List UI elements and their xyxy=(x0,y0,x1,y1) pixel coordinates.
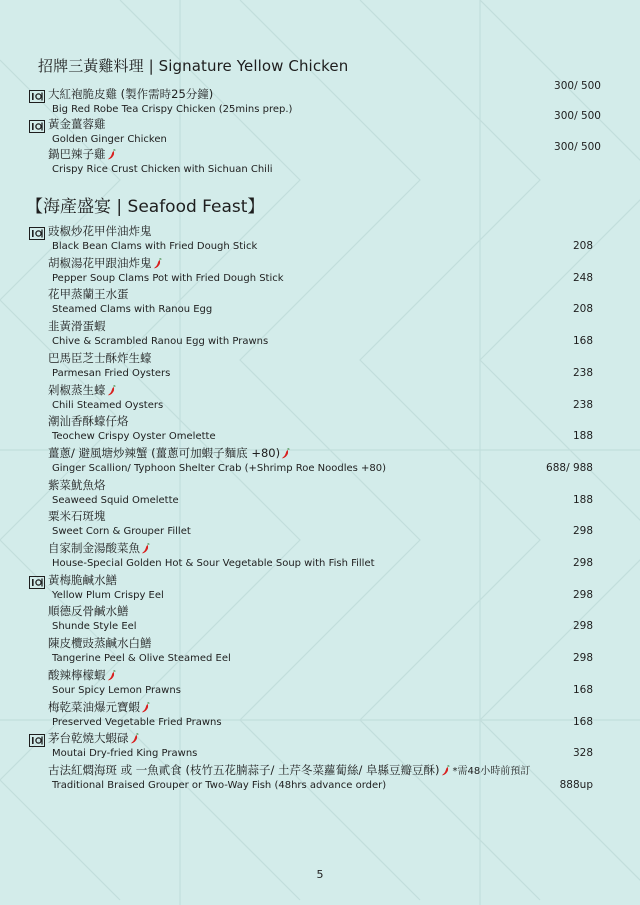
chili-icon xyxy=(141,702,150,713)
chili-icon xyxy=(107,670,116,681)
signature-section-title: 招牌三黃雞料理 | Signature Yellow Chicken xyxy=(38,57,349,75)
dish-name-zh-text: 花甲蒸蘭王水蛋 xyxy=(48,287,129,302)
dish-price: 188 xyxy=(572,430,593,443)
dish-price: 688/ 988 xyxy=(546,461,593,474)
dish-name-zh-text: 順德反骨鹹水鱔 xyxy=(48,604,129,619)
dish-price: 208 xyxy=(572,303,593,316)
dish-price: 168 xyxy=(572,335,593,348)
dish-price: 238 xyxy=(572,398,593,411)
menu-item xyxy=(0,287,640,319)
dish-name-en: Chili Steamed Oysters xyxy=(52,399,164,411)
dish-name-en: Traditional Braised Grouper or Two-Way Fish (48hrs advance order) xyxy=(52,779,387,791)
menu-item xyxy=(0,604,640,636)
dish-name-zh-text: 古法紅燜海斑 或 一魚貳食 (枝竹五花腩蒜子/ 土芹冬菜蘿蔔絲/ 阜縣豆瓣豆酥) xyxy=(48,762,440,777)
dish-name-en: Seaweed Squid Omelette xyxy=(52,494,179,506)
menu-item xyxy=(0,573,640,605)
chili-icon xyxy=(153,258,162,269)
dish-price: 300/ 500 xyxy=(554,141,601,153)
menu-item xyxy=(0,700,640,732)
dish-name-zh xyxy=(48,256,162,271)
dish-name-zh xyxy=(48,351,152,366)
chili-icon xyxy=(281,448,290,459)
dish-name-zh-text: 潮汕香酥蠔仔烙 xyxy=(48,414,129,429)
dish-price: 298 xyxy=(572,588,593,601)
dish-price: 208 xyxy=(572,240,593,252)
menu-item xyxy=(0,668,640,700)
menu-item xyxy=(0,319,640,351)
menu-item xyxy=(0,224,640,256)
dish-price: 298 xyxy=(572,620,593,633)
menu-item xyxy=(0,763,640,795)
chili-icon xyxy=(107,385,116,396)
dish-name-en: Steamed Clams with Ranou Egg xyxy=(52,304,213,316)
dish-price: 300/ 500 xyxy=(554,80,601,92)
dish-name-zh-text: 豉椒炒花甲伴油炸鬼 xyxy=(48,224,152,238)
dish-name-zh xyxy=(48,287,129,302)
dish-price: 238 xyxy=(572,366,593,379)
dish-name-zh xyxy=(48,414,129,429)
dish-name-zh xyxy=(48,731,139,746)
dish-name-en: Crispy Rice Crust Chicken with Sichuan Chili xyxy=(52,164,273,175)
menu-item xyxy=(0,351,640,383)
dish-name-en: Sour Spicy Lemon Prawns xyxy=(52,684,181,696)
menu-item xyxy=(0,147,640,179)
dish-name-zh: 大紅袍脆皮雞 (製作需時25分鐘) xyxy=(48,87,214,101)
dish-price: 188 xyxy=(572,493,593,506)
menu-item xyxy=(0,731,640,763)
dish-name-zh-text: 巴馬臣芝士酥炸生蠔 xyxy=(48,350,152,365)
dish-name-zh xyxy=(48,604,129,619)
dish-name-zh xyxy=(48,383,116,398)
dish-price: 168 xyxy=(572,683,593,696)
dish-name-en: Moutai Dry-fried King Prawns xyxy=(52,748,198,760)
dish-price: 298 xyxy=(572,557,593,569)
dish-name-en: Preserved Vegetable Fried Prawns xyxy=(52,716,222,728)
menu-item xyxy=(0,446,640,478)
dish-name-zh-text: 胡椒湯花甲跟油炸鬼 xyxy=(48,255,152,270)
dish-price: 298 xyxy=(572,652,593,665)
signature-tag-icon xyxy=(29,88,45,101)
menu-item xyxy=(0,541,640,573)
dish-name-en: Ginger Scallion/ Typhoon Shelter Crab (+Shrimp Roe Noodles +80) xyxy=(52,462,387,474)
dish-price: 328 xyxy=(572,747,593,760)
menu-item xyxy=(0,414,640,446)
dish-name-en: House-Special Golden Hot & Sour Vegetable Soup with Fish Fillet xyxy=(52,558,375,569)
dish-name-zh xyxy=(48,700,150,715)
dish-name-zh xyxy=(48,668,116,683)
dish-name-zh-text: 黃梅脆鹹水鱔 xyxy=(48,572,117,587)
dish-name-zh-text: 自家制金湯酸菜魚 xyxy=(48,541,140,555)
dish-name-en: Parmesan Fried Oysters xyxy=(52,367,171,379)
dish-name-zh xyxy=(48,541,150,556)
signature-tag-icon xyxy=(29,732,45,745)
menu-item xyxy=(0,256,640,288)
menu-item xyxy=(0,478,640,510)
dish-name-zh xyxy=(48,509,106,524)
chili-icon xyxy=(107,149,116,160)
dish-name-zh xyxy=(48,573,117,588)
chili-icon xyxy=(130,733,139,744)
dish-name-zh xyxy=(48,319,106,334)
dish-name-zh-text: 韭黃滑蛋蝦 xyxy=(48,319,106,334)
dish-name-zh xyxy=(48,763,530,779)
chili-icon xyxy=(441,765,450,776)
dish-name-zh-text: 剁椒蒸生蠔 xyxy=(48,382,106,397)
dish-name-en: Big Red Robe Tea Crispy Chicken (25mins prep.) xyxy=(52,104,293,115)
dish-price: 168 xyxy=(572,715,593,728)
advance-order-note: *需48小時前預訂 xyxy=(452,765,531,777)
dish-price: 298 xyxy=(572,525,593,538)
menu-item xyxy=(0,636,640,668)
chili-icon xyxy=(141,543,150,554)
dish-name-en: Chive & Scrambled Ranou Egg with Prawns xyxy=(52,336,269,348)
dish-name-zh xyxy=(48,636,152,651)
signature-tag-icon xyxy=(29,225,45,238)
dish-name-en: Shunde Style Eel xyxy=(52,621,137,633)
dish-name-zh xyxy=(48,224,152,239)
dish-name-en: Teochew Crispy Oyster Omelette xyxy=(52,431,216,443)
dish-name-zh-text: 紫菜魷魚烙 xyxy=(48,477,106,492)
dish-price: 300/ 500 xyxy=(554,110,601,122)
dish-name-zh-text: 茅台乾燒大蝦碌 xyxy=(48,731,129,746)
menu-item xyxy=(0,117,640,149)
dish-name-zh-text: 薑蔥/ 避風塘炒辣蟹 (薑蔥可加蝦子麵底 +80) xyxy=(48,445,281,460)
dish-name-en: Black Bean Clams with Fried Dough Stick xyxy=(52,241,258,252)
dish-name-zh xyxy=(48,478,106,493)
seafood-section-title: 【海產盛宴 | Seafood Feast】 xyxy=(26,197,265,217)
dish-name-en: Yellow Plum Crispy Eel xyxy=(52,589,164,601)
dish-name-zh: 鍋巴辣子雞 xyxy=(48,147,116,162)
signature-tag-icon xyxy=(29,118,45,131)
dish-name-zh xyxy=(48,446,290,461)
menu-item xyxy=(0,509,640,541)
dish-name-en: Pepper Soup Clams Pot with Fried Dough Stick xyxy=(52,272,284,284)
page-number: 5 xyxy=(316,868,324,881)
dish-name-zh: 黃金薑蓉雞 xyxy=(48,117,106,131)
menu-item xyxy=(0,87,640,119)
dish-name-en: Golden Ginger Chicken xyxy=(52,134,167,145)
dish-price: 888up xyxy=(559,778,593,791)
dish-name-en: Tangerine Peel & Olive Steamed Eel xyxy=(52,653,231,665)
dish-name-zh-text: 梅乾菜油爆元寶蝦 xyxy=(48,699,140,714)
signature-tag-icon xyxy=(29,574,45,587)
dish-name-en: Sweet Corn & Grouper Fillet xyxy=(52,526,191,538)
dish-name-zh-text: 酸辣檸檬蝦 xyxy=(48,667,106,682)
dish-name-zh-text: 陳皮欖豉蒸鹹水白鱔 xyxy=(48,636,152,651)
menu-item xyxy=(0,383,640,415)
dish-name-zh-text: 粟米石斑塊 xyxy=(48,509,106,524)
dish-price: 248 xyxy=(572,271,593,284)
